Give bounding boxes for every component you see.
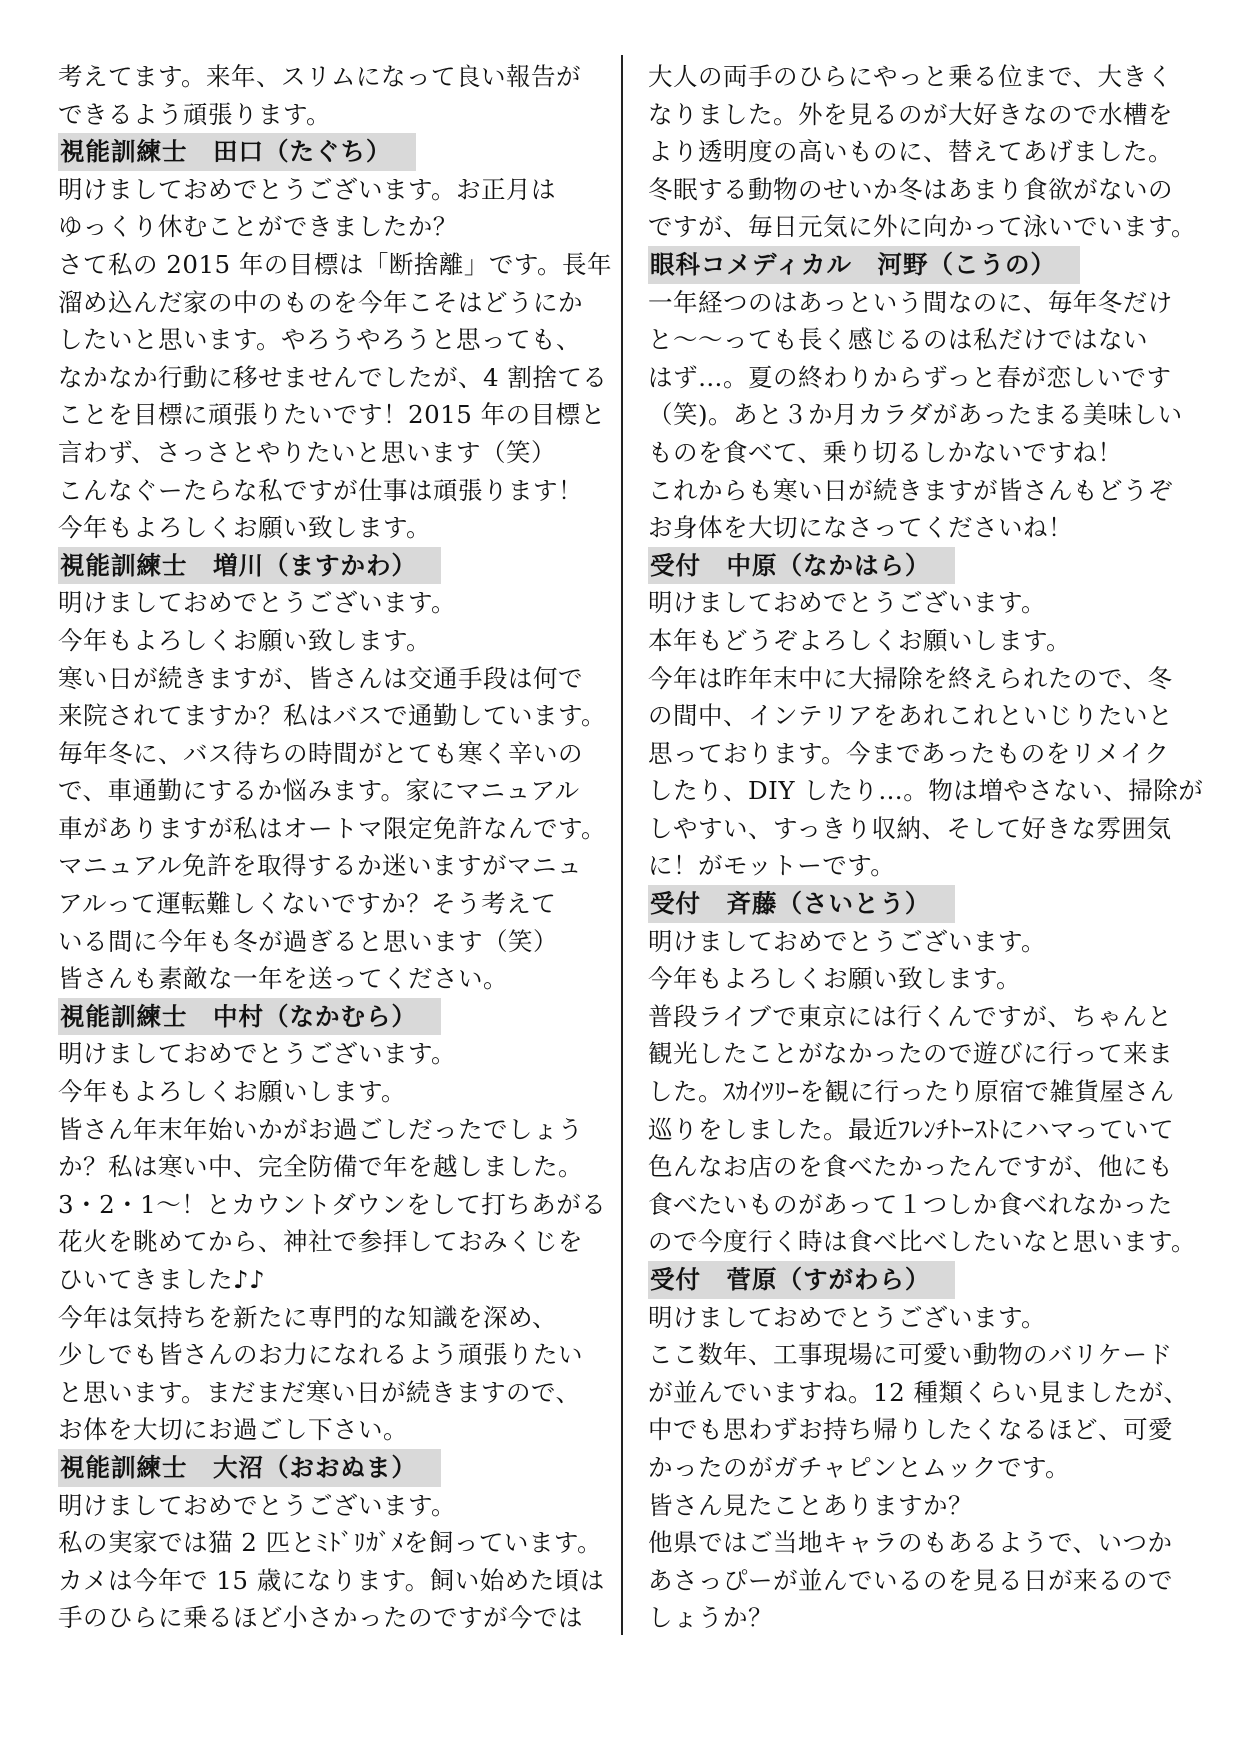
text-line: あさっぴーが並んでいるのを見る日が来るので [648,1565,1173,1595]
text-line: しやすい、すっきり収納、そして好きな雰囲気 [648,813,1172,843]
text-line: 来院されてますか？私はバスで通勤しています。 [58,701,607,731]
text-line: なかなか行動に移せませんでしたが、4 割捨てる [58,362,608,392]
text-line: より透明度の高いものに、替えてあげました。 [648,137,1173,167]
text-line: した。ｽｶｲﾂﾘｰを観に行ったり原宿で雑貨屋さん [648,1077,1175,1107]
text-line: ですが、毎日元気に外に向かって泳いでいます。 [648,212,1197,242]
text-line: 溜め込んだ家の中のものを今年こそはどうにか [58,287,583,317]
text-line: 食べたいものがあって１つしか食べれなかった [648,1189,1173,1219]
text-line: 色んなお店のを食べたかったんですが、他にも [648,1152,1173,1182]
text-line: 明けましておめでとうございます。 [648,588,1047,618]
text-line: いる間に今年も冬が過ぎると思います（笑） [58,926,558,956]
text-line: できるよう頑張ります。 [58,99,332,129]
text-line: 皆さんも素敵な一年を送ってください。 [58,964,508,994]
right-column [648,58,1208,1637]
text-line: 今年は気持ちを新たに専門的な知識を深め、 [58,1302,558,1332]
staff-heading [58,133,598,171]
text-line: 他県ではご当地キャラのもあるようで、いつか [648,1528,1173,1558]
staff-name-label: 受付 斉藤（さいとう） [648,885,955,923]
text-line: 今年もよろしくお願い致します。 [58,513,432,543]
text-line: 少しでも皆さんのお力になれるよう頑張りたい [58,1340,583,1370]
text-line: 考えてます。来年、スリムになって良い報告が [58,62,582,91]
left-column [58,58,612,1637]
text-line: 本年もどうぞよろしくお願いします。 [648,625,1072,655]
text-line: お身体を大切になさってくださいね！ [648,513,1073,543]
text-line: 手のひらに乗るほど小さかったのですが今では [58,1603,583,1633]
text-line: 明けましておめでとうございます。 [648,926,1047,956]
text-line: 明けましておめでとうございます。 [58,588,457,618]
staff-heading [58,998,598,1036]
text-line: 私の実家では猫 2 匹とﾐﾄﾞﾘｶﾞﾒを飼っています。 [58,1528,602,1558]
text-line: はず…。夏の終わりからずっと春が恋しいです [648,362,1172,392]
text-line: さて私の 2015 年の目標は「断捨離」です。長年 [58,249,612,279]
text-line: カメは今年で 15 歳になります。飼い始めた頃は [58,1565,605,1595]
text-line: と思います。まだまだ寒い日が続きますので、 [58,1377,581,1407]
text-line: ゆっくり休むことができましたか？ [58,212,458,242]
text-line: 冬眠する動物のせいか冬はあまり食欲がないの [648,174,1173,204]
staff-name-label: 視能訓練士 中村（なかむら） [58,998,441,1036]
text-line: 大人の両手のひらにやっと乗る位まで、大きく [648,62,1173,91]
text-line: ので今度行く時は食べ比べしたいなと思います。 [648,1227,1197,1257]
text-line: ここ数年、工事現場に可愛い動物のバリケード [648,1340,1173,1370]
text-line: 3・2・1〜！とカウントダウンをして打ちあがる [58,1189,607,1219]
staff-name-label: 眼科コメディカル 河野（こうの） [648,246,1080,284]
text-line: が並んでいますね。12 種類くらい見ましたが、 [648,1377,1189,1407]
staff-name-label: 受付 中原（なかはら） [648,547,955,585]
column-divider [621,55,623,1635]
text-line: 今年もよろしくお願い致します。 [648,964,1022,994]
staff-heading [648,1261,1208,1299]
text-line: で、車通勤にするか悩みます。家にマニュアル [58,776,580,806]
text-line: しょうか？ [648,1603,773,1633]
text-line: 明けましておめでとうございます。 [58,1039,457,1069]
text-line: 言わず、さっさとやりたいと思います（笑） [58,437,557,467]
text-line: 今年もよろしくお願い致します。 [58,625,432,655]
staff-heading [648,547,1208,585]
text-line: 観光したことがなかったので遊びに行って来ま [648,1039,1173,1069]
staff-heading [58,547,598,585]
text-line: したいと思います。やろうやろうと思っても、 [58,325,582,355]
text-line: ひいてきました♪♪ [58,1265,266,1294]
text-line: 花火を眺めてから、神社で参拝しておみくじを [58,1227,583,1257]
text-line: ものを食べて、乗り切るしかないですね！ [648,437,1123,467]
text-line: 毎年冬に、バス待ちの時間がとても寒く辛いの [58,738,583,768]
staff-heading [648,885,1208,923]
text-line: 一年経つのはあっという間なのに、毎年冬だけ [648,287,1173,317]
text-line: 巡りをしました。最近ﾌﾚﾝﾁﾄｰｽﾄにハマっていて [648,1114,1175,1144]
text-line: 明けましておめでとうございます。 [58,1490,457,1520]
text-line: 思っております。今まであったものをリメイク [648,738,1170,768]
text-line: 普段ライブで東京には行くんですが、ちゃんと [648,1001,1173,1031]
text-line: マニュアル免許を取得するか迷いますがマニュ [58,851,583,881]
staff-name-label: 視能訓練士 大沼（おおぬま） [58,1449,441,1487]
text-line: 皆さん見たことありますか？ [648,1490,973,1520]
staff-name-label: 視能訓練士 増川（ますかわ） [58,547,441,585]
text-line: 皆さん年末年始いかがお過ごしだったでしょう [58,1114,583,1144]
text-line: 寒い日が続きますが、皆さんは交通手段は何で [58,663,583,693]
text-line: ことを目標に頑張りたいです！2015 年の目標と [58,400,606,430]
text-line: に！がモットーです。 [648,851,896,881]
text-line: アルって運転難しくないですか？そう考えて [58,889,557,919]
text-line: 中でも思わずお持ち帰りしたくなるほど、可愛 [648,1415,1173,1445]
text-line: 明けましておめでとうございます。 [648,1302,1047,1332]
text-line: かったのがガチャピンとムックです。 [648,1452,1071,1482]
text-line: お体を大切にお過ごし下さい。 [58,1415,408,1445]
text-line: これからも寒い日が続きますが皆さんもどうぞ [648,475,1173,505]
text-line: （笑)。あと３か月カラダがあったまる美味しい [648,400,1183,430]
staff-name-label: 受付 菅原（すがわら） [648,1261,955,1299]
text-line: と〜〜っても長く感じるのは私だけではない [648,325,1148,355]
text-line: 今年もよろしくお願いします。 [58,1077,407,1107]
text-line: 車がありますが私はオートマ限定免許なんです。 [58,813,607,843]
text-line: なりました。外を見るのが大好きなので水槽を [648,99,1173,129]
staff-name-label: 視能訓練士 田口（たぐち） [58,133,416,171]
staff-heading [58,1449,598,1487]
staff-heading [648,246,1208,284]
text-line: こんなぐーたらな私ですが仕事は頑張ります！ [58,475,583,505]
text-line: か？私は寒い中、完全防備で年を越しました。 [58,1152,583,1182]
text-line: 今年は昨年末中に大掃除を終えられたので、冬 [648,663,1173,693]
text-line: 明けましておめでとうございます。お正月は [58,174,557,204]
text-line: の間中、インテリアをあれこれといじりたいと [648,701,1173,731]
text-line: したり、DIY したり…。物は増やさない、掃除が [648,776,1204,806]
